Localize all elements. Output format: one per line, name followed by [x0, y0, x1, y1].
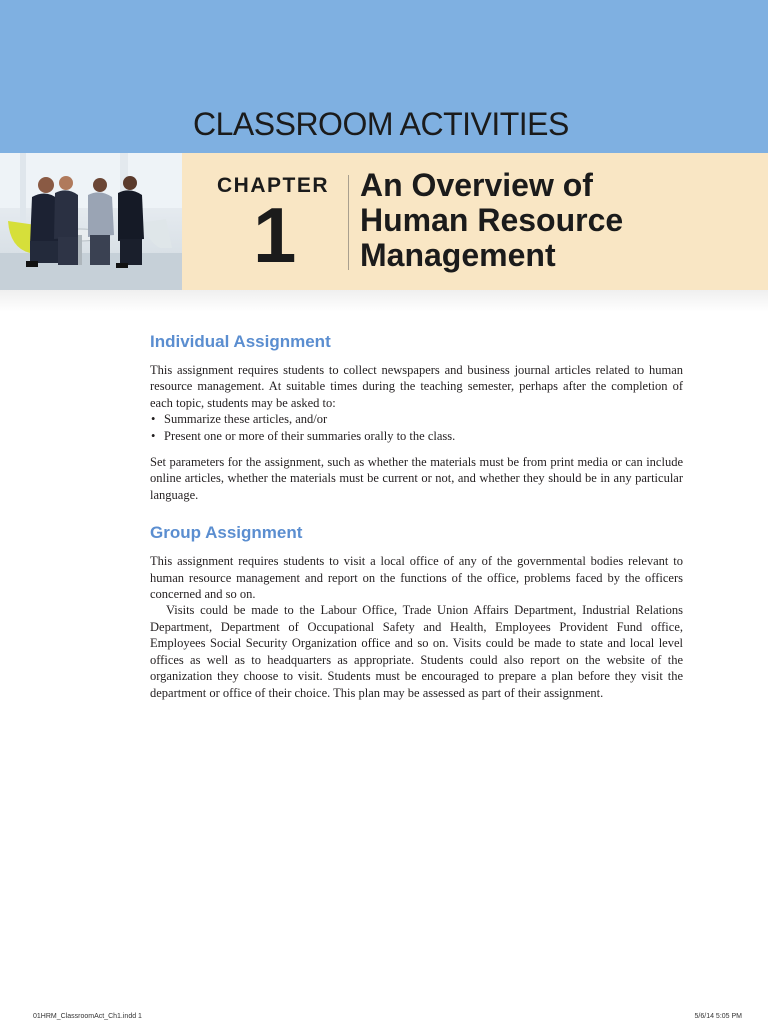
individual-intro-paragraph: This assignment requires students to collect newspapers and business journal articles related to human resource management. At suitable times during the teaching semester, perhaps after the completion of each topic, students may be asked to: [150, 363, 683, 410]
chapter-number: 1 [253, 191, 297, 279]
chapter-title [360, 168, 740, 273]
chapter-title-line: Human Resource [360, 202, 624, 238]
footer-timestamp: 5/6/14 5:05 PM [694, 1013, 742, 1020]
list-item [150, 428, 683, 444]
photo-illustration [0, 153, 182, 290]
list-item [150, 411, 683, 427]
individual-bullet-list [150, 411, 683, 444]
header-shadow [0, 290, 768, 312]
footer-filename: 01HRM_ClassroomAct_Ch1.indd 1 [33, 1013, 142, 1020]
section-title: CLASSROOM ACTIVITIES [193, 106, 569, 142]
individual-params-paragraph: Set parameters for the assignment, such as whether the materials must be from print media or can include online articles, whether the materials must be current or not, and whether they should be in any particular language. [150, 455, 683, 502]
chapter-divider [348, 175, 349, 270]
individual-assignment-heading: Individual Assignment [150, 332, 331, 351]
business-meeting-photo [0, 153, 182, 290]
list-item-text: Present one or more of their summaries orally to the class. [164, 428, 456, 443]
bullet-icon: • [151, 428, 156, 443]
chapter-title-line: Management [360, 237, 556, 273]
bullet-icon: • [151, 412, 156, 427]
group-assignment-heading: Group Assignment [150, 523, 303, 543]
list-item-text: Summarize these articles, and/or [164, 412, 328, 427]
group-visits-paragraph: Visits could be made to the Labour Office, Trade Union Affairs Department, Industrial Relations Department, Department of Occupational Safety and Health, Employees Provident Fund office, Employees Social Security Organization office and so on. Visits could be made to state and local level offices as well as to headquarters as appropriate. Students could also report on the website of the organization they choose to visit. Students must be encouraged to prepare a plan before they visit the department or office of their choice. This plan may be assessed as part of their assignment. [150, 603, 683, 700]
group-intro-paragraph: This assignment requires students to visit a local office of any of the governmental bodies relevant to human resource management and report on the functions of the office, problems faced by the officers concerned and so on. [150, 554, 683, 602]
chapter-title-line: An Overview of [360, 167, 593, 203]
page-body [150, 330, 683, 701]
chapter-label: CHAPTER [217, 174, 330, 197]
